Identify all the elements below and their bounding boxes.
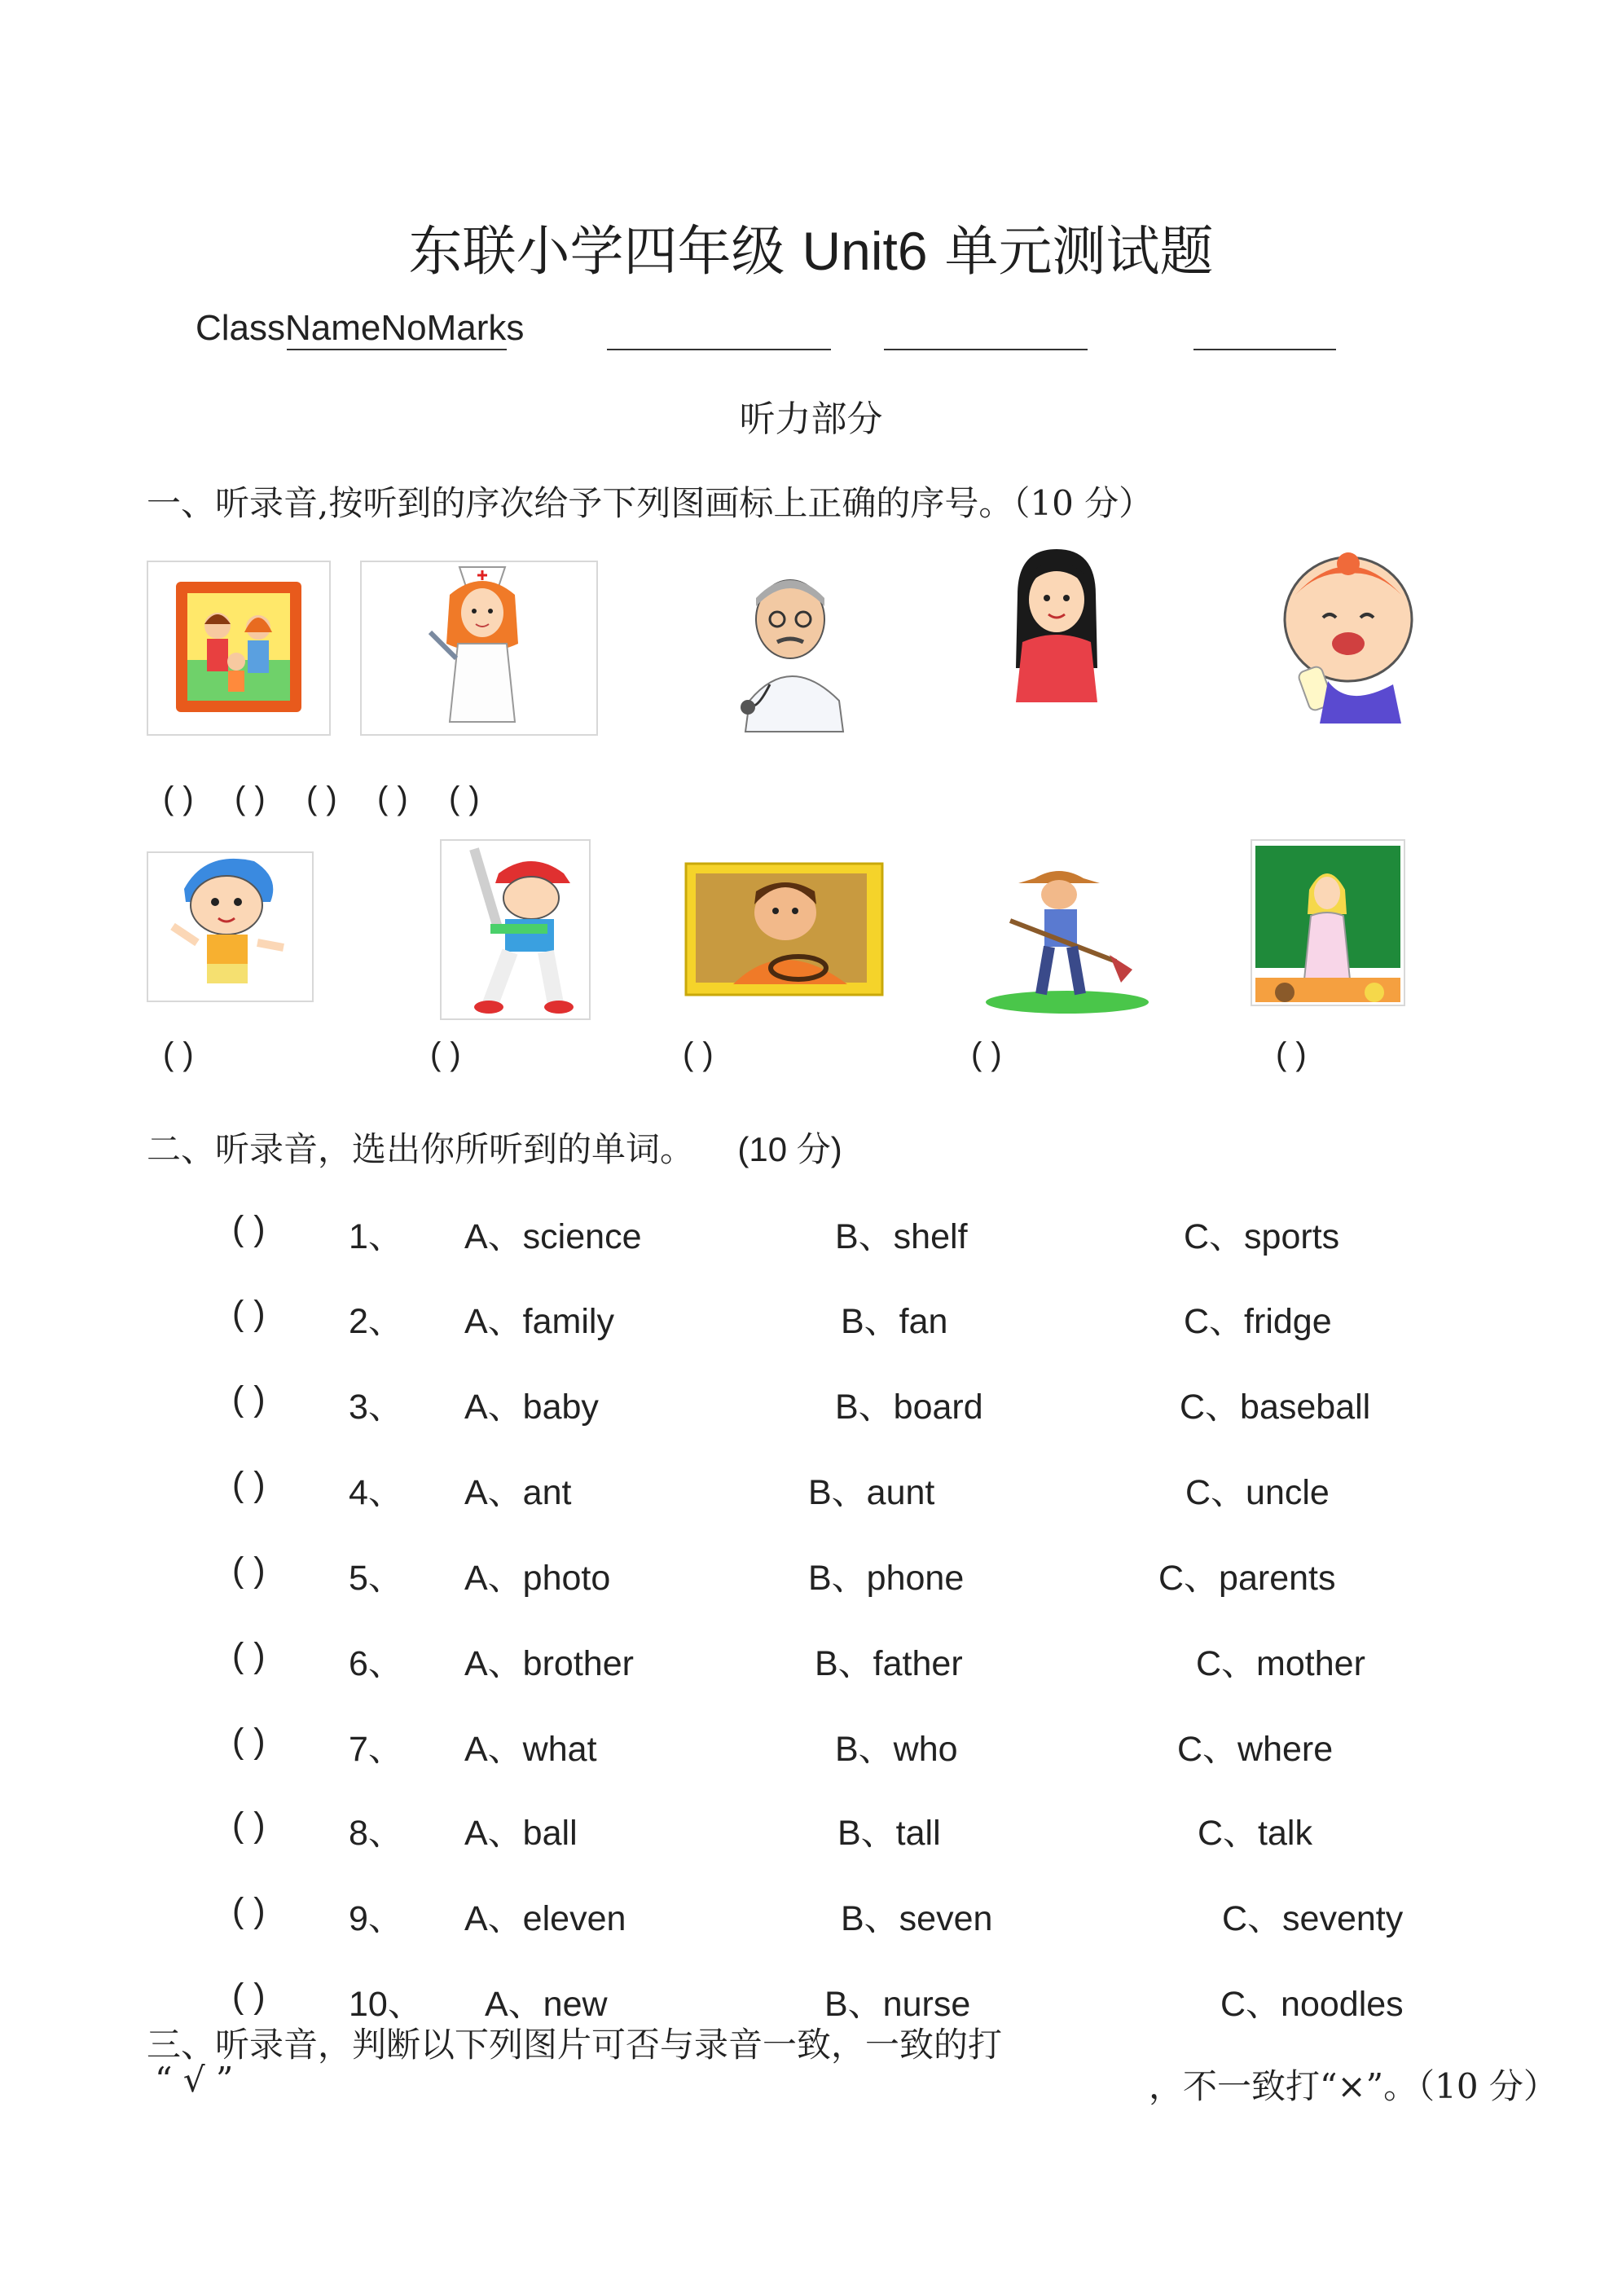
- item-3-option-b[interactable]: B、board: [835, 1388, 983, 1427]
- section2-score: (10 分): [737, 1130, 842, 1168]
- answer-paren-8[interactable]: ( ): [683, 1036, 714, 1072]
- header-underline-1: [287, 349, 507, 350]
- item-4-number: 4、: [349, 1473, 403, 1512]
- answer-paren-9[interactable]: ( ): [971, 1036, 1002, 1072]
- item-1-number: 1、: [349, 1217, 403, 1256]
- answer-paren-3[interactable]: ( ): [306, 781, 337, 816]
- item-8-option-b[interactable]: B、tall: [837, 1814, 941, 1853]
- answer-paren-2[interactable]: ( ): [235, 781, 266, 816]
- section3-tail: ，不一致打“×”。（10 分）: [1149, 2066, 1558, 2106]
- item-3-number: 3、: [349, 1388, 403, 1427]
- family-photo-icon: [147, 561, 331, 736]
- answer-paren-4[interactable]: ( ): [377, 781, 408, 816]
- item-8-option-a[interactable]: A、ball: [464, 1814, 578, 1853]
- item-2-paren[interactable]: ( ): [232, 1294, 266, 1333]
- item-9-option-b[interactable]: B、seven: [841, 1899, 993, 1938]
- answer-paren-10[interactable]: ( ): [1276, 1036, 1307, 1072]
- item-10-paren[interactable]: ( ): [232, 1977, 266, 2016]
- item-5-option-a[interactable]: A、photo: [464, 1559, 611, 1598]
- item-9-number: 9、: [349, 1899, 403, 1938]
- section2-text: 二、听录音，选出你所听到的单词。: [147, 1129, 695, 1169]
- answer-paren-5[interactable]: ( ): [449, 781, 480, 816]
- answer-paren-1[interactable]: ( ): [163, 781, 194, 816]
- item-10-option-c[interactable]: C、noodles: [1220, 1985, 1404, 2024]
- item-9-paren[interactable]: ( ): [232, 1891, 266, 1930]
- item-7-paren[interactable]: ( ): [232, 1722, 266, 1761]
- item-6-number: 6、: [349, 1644, 403, 1683]
- item-6-paren[interactable]: ( ): [232, 1636, 266, 1675]
- item-1-option-b[interactable]: B、shelf: [835, 1217, 968, 1256]
- item-4-option-a[interactable]: A、ant: [464, 1473, 572, 1512]
- item-10-option-a[interactable]: A、new: [485, 1985, 608, 2024]
- farmer-icon: [978, 864, 1157, 1014]
- item-8-option-c[interactable]: C、talk: [1198, 1814, 1312, 1853]
- item-4-option-b[interactable]: B、aunt: [808, 1473, 935, 1512]
- item-9-option-c[interactable]: C、seventy: [1222, 1899, 1404, 1938]
- name-blank[interactable]: [607, 349, 831, 350]
- item-6-option-b[interactable]: B、father: [815, 1644, 963, 1683]
- item-7-number: 7、: [349, 1730, 403, 1769]
- title-cn-b: 单元测试题: [944, 220, 1214, 283]
- item-3-option-a[interactable]: A、baby: [464, 1388, 599, 1427]
- baby-icon: [1271, 546, 1426, 725]
- item-4-option-c[interactable]: C、uncle: [1185, 1473, 1330, 1512]
- item-3-option-c[interactable]: C、baseball: [1180, 1388, 1371, 1427]
- item-5-option-b[interactable]: B、phone: [808, 1559, 965, 1598]
- item-10-option-b[interactable]: B、nurse: [824, 1985, 971, 2024]
- item-9-option-a[interactable]: A、eleven: [464, 1899, 626, 1938]
- teacher-icon: [1251, 839, 1405, 1006]
- item-6-option-a[interactable]: A、brother: [464, 1644, 634, 1683]
- page-title: [0, 208, 1622, 285]
- section1-label: 一、听录音,按听到的序次给予下列图画标上正确的序号。（10 分）: [147, 483, 1154, 523]
- item-5-option-c[interactable]: C、parents: [1158, 1559, 1336, 1598]
- answer-paren-6[interactable]: ( ): [163, 1036, 194, 1072]
- item-4-paren[interactable]: ( ): [232, 1465, 266, 1504]
- listening-heading: 听力部分: [739, 398, 883, 440]
- item-7-option-a[interactable]: A、what: [464, 1730, 597, 1769]
- item-5-number: 5、: [349, 1559, 403, 1598]
- item-2-option-a[interactable]: A、family: [464, 1302, 614, 1341]
- item-1-paren[interactable]: ( ): [232, 1209, 266, 1248]
- item-3-paren[interactable]: ( ): [232, 1379, 266, 1419]
- item-2-number: 2、: [349, 1302, 403, 1341]
- nurse-icon: [360, 561, 598, 736]
- item-2-option-b[interactable]: B、fan: [841, 1302, 948, 1341]
- item-8-number: 8、: [349, 1814, 403, 1853]
- item-1-option-a[interactable]: A、science: [464, 1217, 642, 1256]
- driver-icon: [684, 862, 884, 996]
- header-fields: ClassNameNoMarks: [196, 308, 525, 348]
- baseball-player-icon: [440, 839, 591, 1020]
- item-6-option-c[interactable]: C、mother: [1196, 1644, 1365, 1683]
- item-7-option-c[interactable]: C、where: [1177, 1730, 1334, 1769]
- item-5-paren[interactable]: ( ): [232, 1550, 266, 1590]
- doctor-icon: [717, 562, 864, 733]
- boy-icon: [147, 851, 314, 1002]
- section2-label: [147, 1123, 842, 1172]
- item-10-number: 10、: [349, 1985, 423, 2024]
- girl-icon: [1006, 546, 1108, 705]
- title-unit: Unit6: [802, 221, 928, 281]
- item-1-option-c[interactable]: C、sports: [1184, 1217, 1340, 1256]
- item-8-paren[interactable]: ( ): [232, 1806, 266, 1845]
- marks-blank[interactable]: [1193, 349, 1336, 350]
- section3-check-mark: “ √ ”: [155, 2060, 234, 2100]
- title-cn-a: 东联小学四年级: [408, 220, 785, 283]
- item-2-option-c[interactable]: C、fridge: [1184, 1302, 1332, 1341]
- no-blank[interactable]: [884, 349, 1088, 350]
- section3-label: 三、听录音，判断以下列图片可否与录音一致，一致的打: [147, 2025, 1003, 2065]
- item-7-option-b[interactable]: B、who: [835, 1730, 958, 1769]
- answer-paren-7[interactable]: ( ): [430, 1036, 461, 1072]
